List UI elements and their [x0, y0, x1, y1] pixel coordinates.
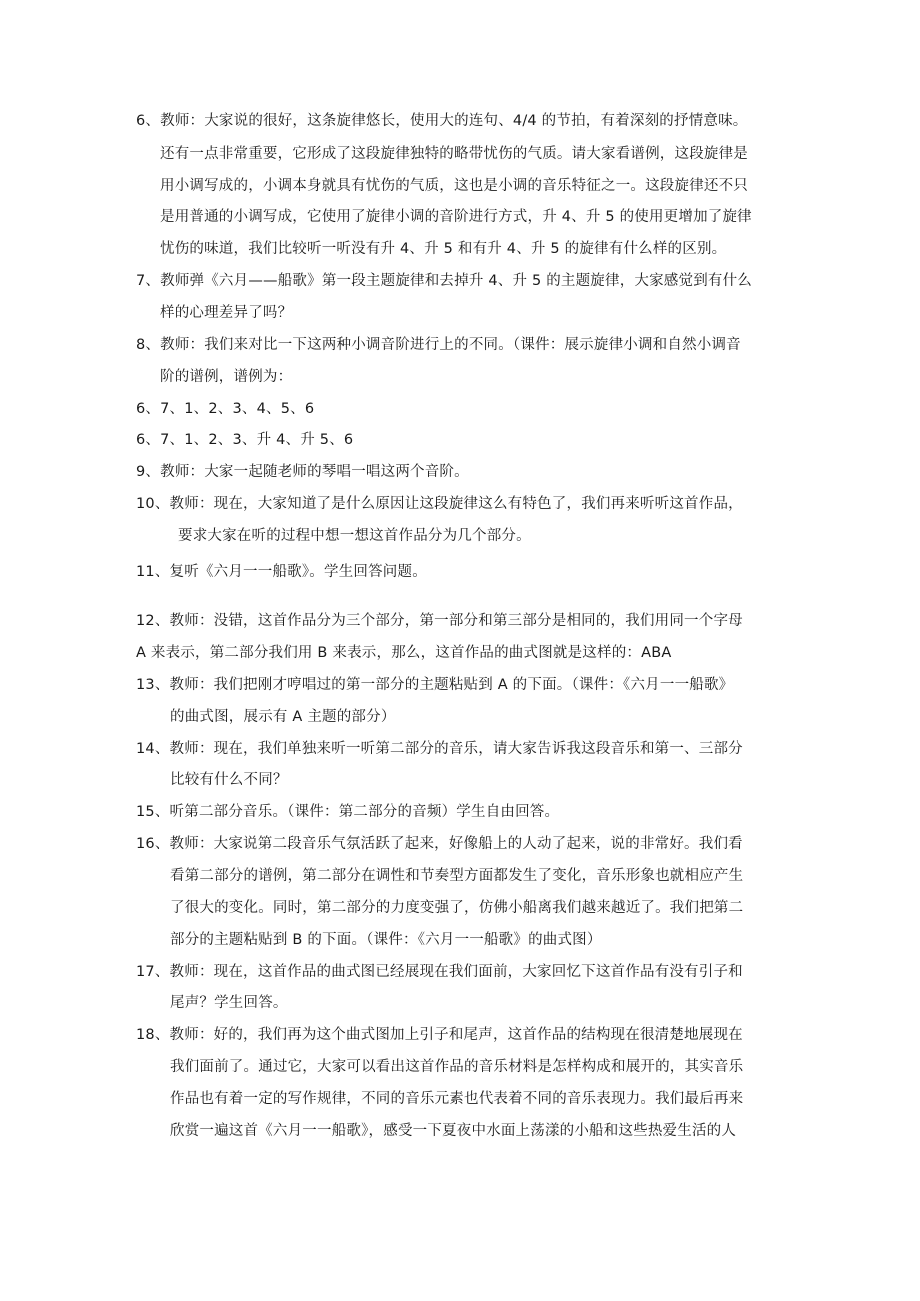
item-6-line-3: 用小调写成的，小调本身就具有忧伤的气质，这也是小调的音乐特征之一。这段旋律还不只 — [160, 178, 748, 194]
item-14-line-2: 比较有什么不同？ — [170, 772, 288, 788]
item-17-line-2: 尾声？学生回答。 — [170, 995, 288, 1011]
item-16-line-2: 看第二部分的谱例，第二部分在调性和节奏型方面都发生了变化，音乐形象也就相应产生 — [170, 868, 744, 884]
item-18-line-3: 作品也有着一定的写作规律，不同的音乐元素也代表着不同的音乐表现力。我们最后再来 — [170, 1091, 744, 1107]
item-12-line-2: A 来表示，第二部分我们用 B 来表示，那么，这首作品的曲式图就是这样的：ABA — [136, 645, 672, 661]
item-6-line-4: 是用普通的小调写成，它使用了旋律小调的音阶进行方式，升 4、升 5 的使用更增加了旋律 — [160, 209, 752, 225]
item-18-line-2: 我们面前了。通过它，大家可以看出这首作品的音乐材料是怎样构成和展开的，其实音乐 — [170, 1059, 744, 1075]
item-6-line-5: 忧伤的味道，我们比较听一听没有升 4、升 5 和有升 4、升 5 的旋律有什么样的区别。 — [160, 241, 727, 257]
item-9-line-1: 9、教师：大家一起随老师的琴唱一唱这两个音阶。 — [136, 464, 469, 480]
item-13-line-2: 的曲式图，展示有 A 主题的部分） — [170, 709, 396, 725]
melodic-minor-scale: 6、7、1、2、3、升 4、升 5、6 — [136, 432, 354, 448]
item-11-line-1: 11、复听《六月一一船歌》。学生回答问题。 — [136, 564, 427, 580]
item-13-line-1: 13、教师：我们把刚才哼唱过的第一部分的主题粘贴到 A 的下面。（课件：《六月一一船歌》 — [136, 677, 734, 693]
item-12-line-1: 12、教师：没错，这首作品分为三个部分，第一部分和第三部分是相同的，我们用同一个字母 — [136, 613, 743, 629]
item-16-line-1: 16、教师：大家说第二段音乐气氛活跃了起来，好像船上的人动了起来，说的非常好。我们看 — [136, 836, 743, 852]
item-15-line-1: 15、听第二部分音乐。（课件：第二部分的音频）学生自由回答。 — [136, 804, 560, 820]
item-10-line-2: 要求大家在听的过程中想一想这首作品分为几个部分。 — [178, 528, 531, 544]
natural-minor-scale: 6、7、1、2、3、4、5、6 — [136, 401, 315, 417]
item-10-line-1: 10、教师：现在，大家知道了是什么原因让这段旋律这么有特色了，我们再来听听这首作品， — [136, 496, 743, 512]
item-17-line-1: 17、教师：现在，这首作品的曲式图已经展现在我们面前，大家回忆下这首作品有没有引子和 — [136, 964, 743, 980]
item-8-line-1: 8、教师：我们来对比一下这两种小调音阶进行上的不同。（课件：展示旋律小调和自然小调音 — [136, 337, 741, 353]
item-7-line-1: 7、教师弹《六月——船歌》第一段主题旋律和去掉升 4、升 5 的主题旋律，大家感觉到有什么 — [136, 273, 752, 289]
item-8-line-2: 阶的谱例，谱例为： — [160, 369, 293, 385]
item-16-line-3: 了很大的变化。同时，第二部分的力度变强了，仿佛小船离我们越来越近了。我们把第二 — [170, 900, 744, 916]
item-18-line-1: 18、教师：好的，我们再为这个曲式图加上引子和尾声，这首作品的结构现在很清楚地展现在 — [136, 1027, 743, 1043]
item-18-line-4: 欣赏一遍这首《六月一一船歌》，感受一下夏夜中水面上荡漾的小船和这些热爱生活的人 — [170, 1123, 737, 1139]
item-16-line-4: 部分的主题粘贴到 B 的下面。（课件：《六月一一船歌》的曲式图） — [170, 932, 602, 948]
item-7-line-2: 样的心理差异了吗？ — [160, 305, 293, 321]
item-6-line-2: 还有一点非常重要，它形成了这段旋律独特的略带忧伤的气质。请大家看谱例，这段旋律是 — [160, 146, 748, 162]
item-14-line-1: 14、教师：现在，我们单独来听一听第二部分的音乐，请大家告诉我这段音乐和第一、三部分 — [136, 741, 743, 757]
item-6-line-1: 6、教师：大家说的很好，这条旋律悠长，使用大的连句、4/4 的节拍，有着深刻的抒情意味。 — [136, 113, 748, 129]
